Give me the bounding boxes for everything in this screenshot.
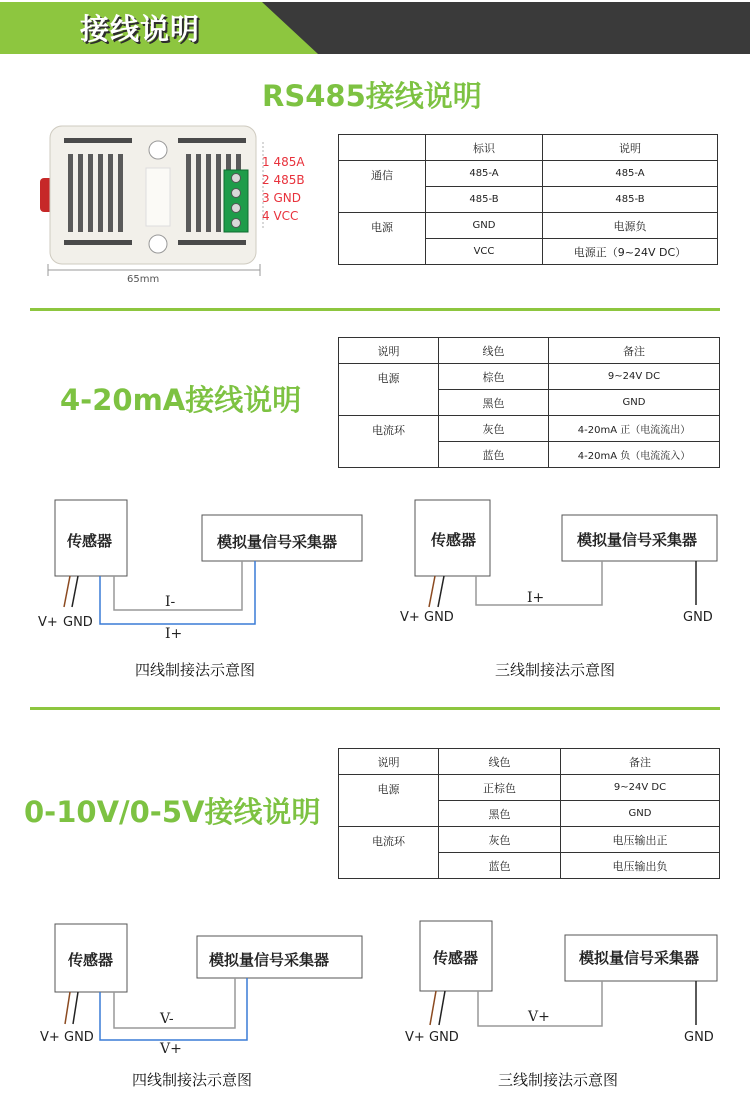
wire-black (72, 576, 78, 607)
wire-brown (430, 991, 436, 1025)
section-divider (30, 707, 720, 710)
line-label: V+ (528, 1009, 550, 1025)
line-label: V- (160, 1011, 174, 1027)
line-label: I- (165, 594, 176, 610)
collector-label: 模拟量信号采集器 (217, 533, 338, 551)
rs485-table (338, 134, 718, 265)
table-row: 通信 485-A 485-A (339, 161, 718, 187)
diagram-caption: 四线制接法示意图 (132, 1071, 253, 1089)
collector-label: 模拟量信号采集器 (209, 951, 330, 969)
gnd-label: GND (424, 610, 454, 625)
table-header-row: 说明 线色 备注 (339, 338, 720, 364)
rs485-title: RS485接线说明 (262, 79, 482, 113)
sensor-label: 传感器 (68, 951, 114, 969)
table-row: 电流环 灰色 4-20mA 正（电流流出） (339, 416, 720, 442)
gnd-label: GND (684, 1030, 714, 1045)
screw-hole-icon (149, 141, 167, 159)
pin-labels (262, 153, 305, 225)
wire-brown (65, 992, 70, 1024)
sensor-label: 传感器 (431, 531, 477, 549)
wire-gray (114, 561, 242, 610)
collector-label: 模拟量信号采集器 (577, 531, 698, 549)
wire-gray (114, 978, 235, 1028)
table-header-row: 标识 说明 (339, 135, 718, 161)
wire-brown (429, 576, 435, 607)
vplus-label: V+ (40, 1030, 60, 1045)
page-title: 接线说明 (80, 12, 201, 46)
line-label: I+ (165, 626, 183, 642)
gnd-label: GND (64, 1030, 94, 1045)
gnd-label: GND (683, 610, 713, 625)
current-four-wire-diagram (30, 495, 370, 655)
table-row: 黑色 GND (339, 390, 720, 416)
table-row: 电流环 灰色 电压输出正 (339, 827, 720, 853)
sensor-label: 传感器 (67, 532, 113, 550)
current-table (338, 337, 720, 468)
voltage-title: 0-10V/0-5V接线说明 (24, 795, 321, 829)
pin-label: 1 485A (262, 155, 305, 169)
table-row: 电源 正棕色 9~24V DC (339, 775, 720, 801)
device-center-panel (146, 168, 170, 226)
table-row: 黑色 GND (339, 801, 720, 827)
collector-label: 模拟量信号采集器 (579, 949, 700, 967)
diagram-caption: 三线制接法示意图 (498, 1071, 619, 1089)
device-width-label: 65mm (127, 274, 160, 285)
diagram-caption: 三线制接法示意图 (495, 661, 616, 679)
voltage-table (338, 748, 720, 879)
current-three-wire-diagram (400, 495, 730, 655)
table-row: 蓝色 电压输出负 (339, 853, 720, 879)
diagram-caption: 四线制接法示意图 (135, 661, 256, 679)
table-row: 电源 棕色 9~24V DC (339, 364, 720, 390)
gnd-label: GND (63, 615, 93, 630)
pin-label: 2 485B (262, 173, 305, 187)
table-row: 电源 GND 电源负 (339, 213, 718, 239)
vplus-label: V+ (405, 1030, 425, 1045)
voltage-four-wire-diagram (30, 918, 370, 1068)
line-label: V+ (160, 1041, 182, 1057)
wire-brown (64, 576, 70, 607)
sensor-label: 传感器 (433, 949, 479, 967)
wire-black (438, 576, 444, 607)
gnd-label: GND (429, 1030, 459, 1045)
wire-black (73, 992, 78, 1024)
table-row: 蓝色 4-20mA 负（电流流入） (339, 442, 720, 468)
table-header-row: 说明 线色 备注 (339, 749, 720, 775)
line-label: I+ (527, 590, 545, 606)
pin-label: 3 GND (262, 191, 301, 205)
table-row: 485-B 485-B (339, 187, 718, 213)
table-row: VCC 电源正（9~24V DC） (339, 239, 718, 265)
vplus-label: V+ (38, 615, 58, 630)
section-divider (30, 308, 720, 311)
wire-black (439, 991, 445, 1025)
screw-hole-icon (149, 235, 167, 253)
vplus-label: V+ (400, 610, 420, 625)
pin-label: 4 VCC (262, 209, 299, 223)
current-title: 4-20mA接线说明 (60, 383, 302, 417)
